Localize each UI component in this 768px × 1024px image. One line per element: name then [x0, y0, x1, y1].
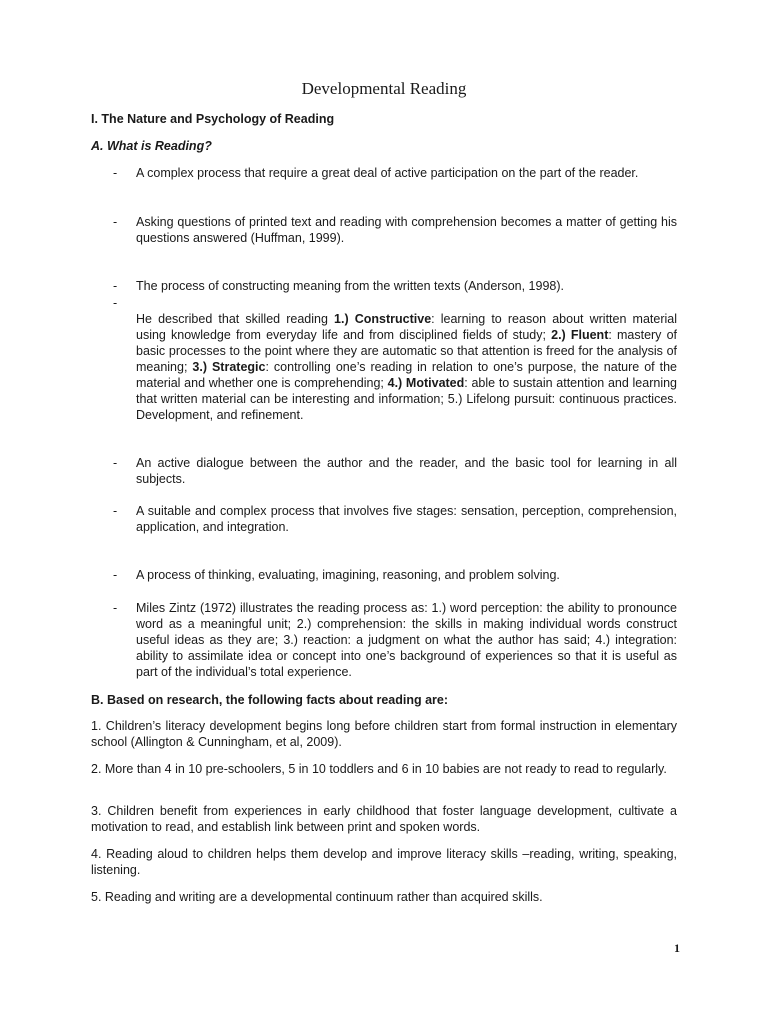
fact-item: 4. Reading aloud to children helps them develop and improve literacy skills –reading, writing, speaking, listening.	[91, 847, 677, 877]
bullet-item	[113, 214, 677, 246]
bullet-text: The process of constructing meaning from the written texts (Anderson, 1998).	[136, 279, 564, 293]
strategic-text: : controlling one’s reading in relation to one’s purpose, the nature of the material and whether one is comprehending;	[136, 360, 677, 390]
bullet-dash: -	[113, 215, 118, 229]
bullet-text: Miles Zintz (1972) illustrates the reading process as: 1.) word perception: the ability to pronounce word as a meaningful unit; 2.) comprehension: the skills in making individual words construct useful ideas as they are; 3.) reaction: a judgment on what the author has said; 4.) integration: ability to assimilate idea or concept into one’s background of experiences so that it is useful as part of the individual’s total experience.	[136, 601, 677, 679]
motivated-text: : able to sustain attention and learning that written material can be interesting and information; 5.) Lifelong pursuit: continuous practices. Development, and refinement.	[136, 376, 678, 422]
bullet-text: A suitable and complex process that involves five stages: sensation, perception, comprehension, application, and integration.	[136, 504, 677, 534]
bullet-text: An active dialogue between the author and the reader, and the basic tool for learning in all subjects.	[136, 456, 677, 486]
section-heading: I. The Nature and Psychology of Reading	[91, 112, 335, 126]
skilled-reading-text	[136, 295, 677, 423]
subheading-what-is-reading: A. What is Reading?	[91, 139, 212, 153]
bullet-dash: -	[113, 279, 118, 293]
bullet-dash: -	[113, 504, 118, 518]
skilled-reading-intro: He described that skilled reading	[136, 312, 335, 326]
fluent-label: 2.) Fluent	[551, 328, 609, 342]
bullet-text: A complex process that require a great deal of active participation on the part of the reader.	[136, 166, 639, 180]
fact-item: 3. Children benefit from experiences in early childhood that foster language development, cultivate a motivation to read, and establish link between print and spoken words.	[91, 804, 677, 834]
bullet-item	[113, 278, 677, 294]
fact-item: 1. Children’s literacy development begins long before children start from formal instruction in elementary school (Allington & Cunningham, et al, 2009).	[91, 719, 677, 749]
bullet-item	[113, 165, 677, 181]
fluent-text: : mastery of basic processes to the point where they are automatic so that attention is freed for the analysis of meaning;	[136, 328, 677, 374]
bullet-dash: -	[113, 568, 118, 582]
strategic-label: 3.) Strategic	[192, 360, 266, 374]
bullet-item	[113, 503, 677, 535]
page-number: 1	[674, 941, 680, 955]
bullet-dash: -	[113, 456, 118, 470]
bullet-item	[113, 455, 677, 487]
bullet-dash: -	[113, 296, 118, 310]
subheading-research-facts: B. Based on research, the following facts about reading are:	[91, 693, 449, 707]
constructive-label: 1.) Constructive	[334, 312, 432, 326]
fact-item: 2. More than 4 in 10 pre-schoolers, 5 in 10 toddlers and 6 in 10 babies are not ready to read to regularly.	[91, 762, 667, 776]
bullet-text: A process of thinking, evaluating, imagining, reasoning, and problem solving.	[136, 568, 560, 582]
bullet-dash: -	[113, 166, 118, 180]
bullet-item-skilled-reading	[113, 295, 677, 423]
document-title: Developmental Reading	[301, 79, 467, 98]
bullet-dash: -	[113, 601, 118, 615]
bullet-item	[113, 567, 677, 583]
bullet-item	[113, 600, 677, 680]
bullet-text: Asking questions of printed text and reading with comprehension becomes a matter of getting his questions answered (Huffman, 1999).	[136, 215, 677, 245]
fact-item: 5. Reading and writing are a developmental continuum rather than acquired skills.	[91, 890, 543, 904]
motivated-label: 4.) Motivated	[387, 376, 465, 390]
constructive-text: : learning to reason about written material using knowledge from everyday life and from disciplined fields of study;	[136, 312, 677, 342]
